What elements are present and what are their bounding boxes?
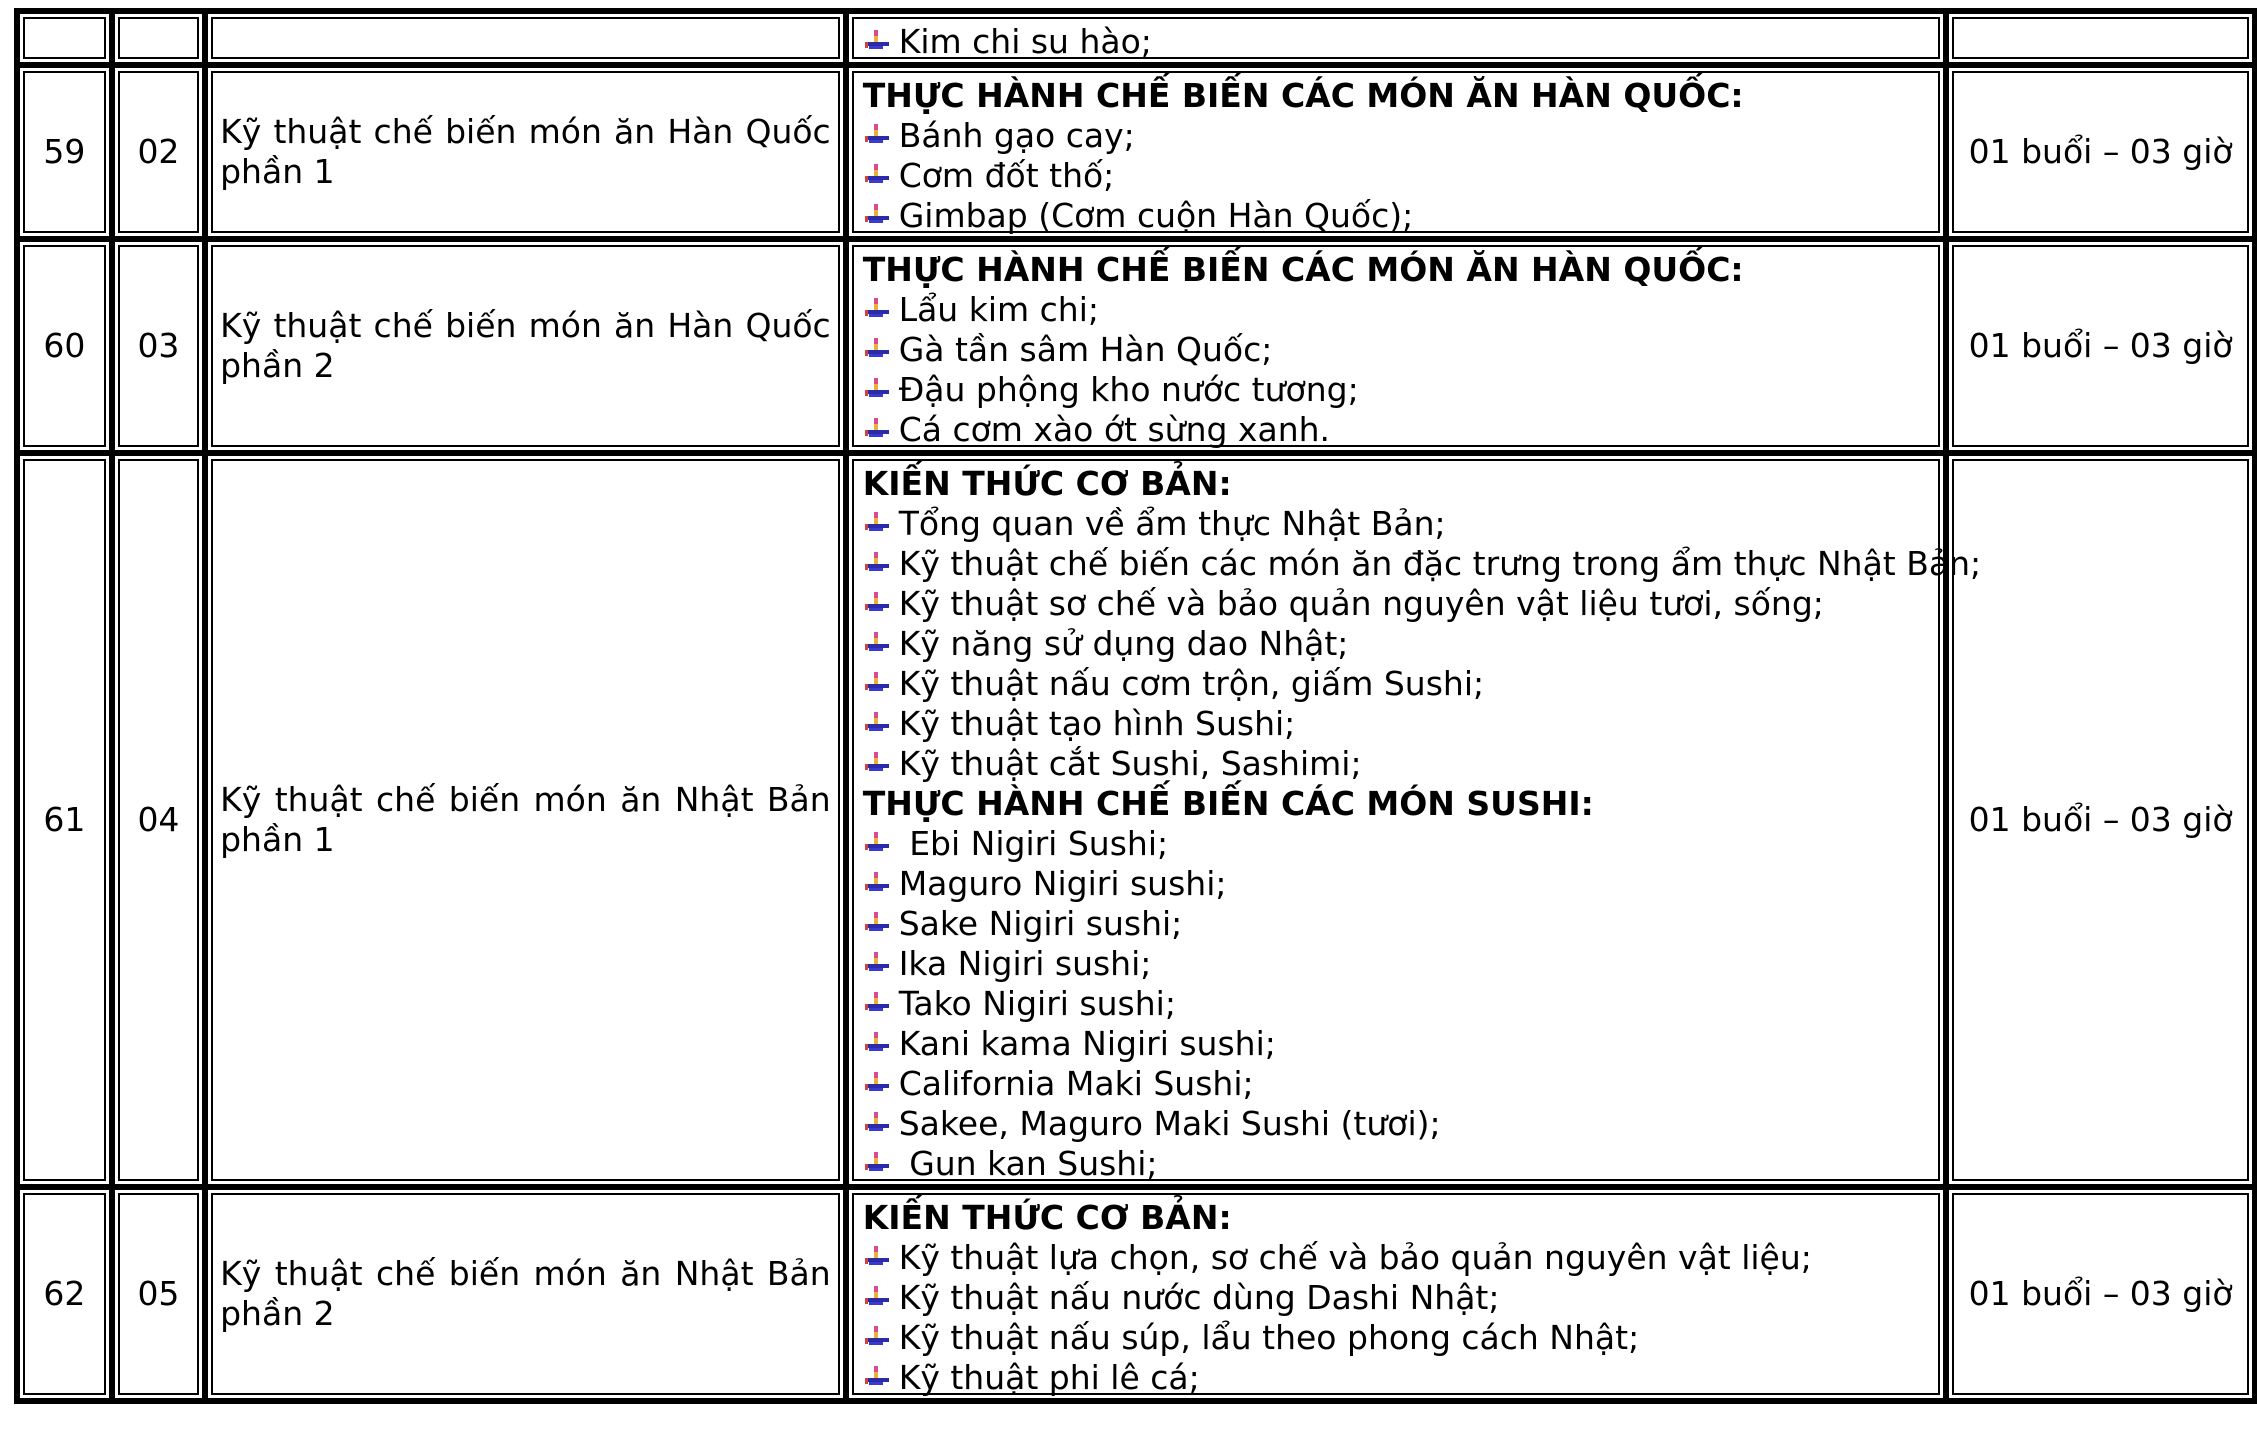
arrow-bullet-icon	[863, 824, 899, 864]
cell-lesson-title	[208, 456, 843, 1184]
arrow-bullet-icon	[863, 864, 899, 904]
list-item	[863, 116, 1934, 156]
lesson-title-text: Kỹ thuật chế biến món ăn Hàn Quốc phần 2	[220, 306, 831, 385]
list-item-text: Kỹ thuật phi lê cá;	[898, 1358, 1200, 1397]
list-item	[863, 1104, 1934, 1144]
list-item-text: Ika Nigiri sushi;	[898, 944, 1152, 983]
cell-order-number: 60	[20, 242, 109, 450]
cell-lesson-number: 02	[115, 68, 202, 236]
arrow-bullet-icon	[863, 904, 899, 944]
arrow-bullet-icon	[863, 22, 899, 62]
list-item-text: Kỹ năng sử dụng dao Nhật;	[898, 624, 1349, 663]
arrow-bullet-icon	[863, 744, 899, 784]
cell-order-number	[20, 14, 109, 62]
list-item-text: Kỹ thuật tạo hình Sushi;	[898, 704, 1296, 743]
arrow-bullet-icon	[863, 1064, 899, 1104]
list-item	[863, 1278, 1934, 1318]
arrow-bullet-icon	[863, 1238, 899, 1278]
list-item-text: Kỹ thuật lựa chọn, sơ chế và bảo quản nguyên vật liệu;	[898, 1238, 1812, 1277]
list-item	[863, 944, 1934, 984]
list-item	[863, 1358, 1934, 1398]
cell-duration: 01 buổi – 03 giờ	[1949, 242, 2252, 450]
list-item-text: Kỹ thuật nấu nước dùng Dashi Nhật;	[898, 1278, 1500, 1317]
lesson-title-text: Kỹ thuật chế biến món ăn Nhật Bản phần 2	[220, 1254, 831, 1333]
list-item-text: Tổng quan về ẩm thực Nhật Bản;	[898, 504, 1446, 543]
cell-lesson-number: 05	[115, 1190, 202, 1398]
table-row	[20, 1190, 2252, 1398]
table-row	[20, 68, 2252, 236]
lesson-title-text: Kỹ thuật chế biến món ăn Nhật Bản phần 1	[220, 780, 831, 859]
content-section-heading: KIẾN THỨC CƠ BẢN:	[862, 464, 1232, 503]
list-item-text: Kỹ thuật cắt Sushi, Sashimi;	[898, 744, 1362, 783]
cell-lesson-number: 04	[115, 456, 202, 1184]
curriculum-table	[14, 8, 2257, 1404]
list-item-text: Kim chi su hào;	[898, 22, 1152, 61]
arrow-bullet-icon	[863, 156, 899, 196]
cell-duration: 01 buổi – 03 giờ	[1949, 1190, 2252, 1398]
content-section-heading: THỰC HÀNH CHẾ BIẾN CÁC MÓN SUSHI:	[862, 784, 1594, 823]
list-item	[863, 704, 1934, 744]
arrow-bullet-icon	[863, 1024, 899, 1064]
list-item	[863, 984, 1934, 1024]
list-item	[863, 1238, 1934, 1278]
cell-lesson-number	[115, 14, 202, 62]
cell-lesson-number: 03	[115, 242, 202, 450]
list-item-text: Cơm đốt thố;	[898, 156, 1115, 195]
arrow-bullet-icon	[863, 664, 899, 704]
cell-order-number: 61	[20, 456, 109, 1184]
list-item	[863, 410, 1934, 450]
cell-duration	[1949, 14, 2252, 62]
list-item	[863, 864, 1934, 904]
list-item-text: Ebi Nigiri Sushi;	[898, 824, 1169, 863]
arrow-bullet-icon	[863, 704, 899, 744]
arrow-bullet-icon	[863, 544, 899, 584]
cell-lesson-content	[849, 456, 1982, 1184]
table-row	[20, 14, 2252, 62]
content-section-heading: KIẾN THỨC CƠ BẢN:	[862, 1198, 1232, 1237]
list-item-text: Bánh gạo cay;	[898, 116, 1135, 155]
arrow-bullet-icon	[863, 1104, 899, 1144]
list-item	[863, 22, 1934, 62]
list-item	[863, 1064, 1934, 1104]
list-item	[863, 290, 1934, 330]
list-item-text: Gà tần sâm Hàn Quốc;	[898, 330, 1273, 369]
cell-duration: 01 buổi – 03 giờ	[1949, 68, 2252, 236]
table-row	[20, 242, 2252, 450]
arrow-bullet-icon	[863, 984, 899, 1024]
list-item-text: Cá cơm xào ớt sừng xanh.	[898, 410, 1331, 449]
arrow-bullet-icon	[863, 116, 899, 156]
list-item-text: Sakee, Maguro Maki Sushi (tươi);	[898, 1104, 1441, 1143]
list-item-text: Kani kama Nigiri sushi;	[898, 1024, 1276, 1063]
list-item	[863, 330, 1934, 370]
list-item	[863, 744, 1934, 784]
arrow-bullet-icon	[863, 624, 899, 664]
arrow-bullet-icon	[863, 504, 899, 544]
arrow-bullet-icon	[863, 1144, 899, 1184]
list-item	[863, 1144, 1934, 1184]
arrow-bullet-icon	[863, 584, 899, 624]
list-item-text: Kỹ thuật chế biến các món ăn đặc trưng trong ẩm thực Nhật Bản;	[898, 544, 1982, 583]
list-item-text: Kỹ thuật nấu cơm trộn, giấm Sushi;	[898, 664, 1485, 703]
list-item	[863, 584, 1934, 624]
cell-lesson-title	[208, 242, 843, 450]
arrow-bullet-icon	[863, 1278, 899, 1318]
curriculum-table-body	[20, 14, 2252, 1398]
list-item-text: Lẩu kim chi;	[898, 290, 1099, 329]
arrow-bullet-icon	[863, 944, 899, 984]
list-item-text: Kỹ thuật nấu súp, lẩu theo phong cách Nhật;	[898, 1318, 1640, 1357]
cell-lesson-title	[208, 1190, 843, 1398]
arrow-bullet-icon	[863, 370, 899, 410]
list-item	[863, 1318, 1934, 1358]
list-item	[863, 664, 1934, 704]
cell-lesson-content	[849, 14, 1944, 62]
cell-order-number: 59	[20, 68, 109, 236]
list-item	[863, 196, 1934, 236]
cell-lesson-content	[849, 1190, 1944, 1398]
arrow-bullet-icon	[863, 1318, 899, 1358]
list-item-text: Tako Nigiri sushi;	[898, 984, 1176, 1023]
cell-lesson-title	[208, 14, 843, 62]
list-item-text: Kỹ thuật sơ chế và bảo quản nguyên vật liệu tươi, sống;	[898, 584, 1824, 623]
list-item	[863, 904, 1934, 944]
cell-lesson-content	[849, 242, 1944, 450]
list-item	[863, 370, 1934, 410]
cell-duration: 01 buổi – 03 giờ	[1949, 456, 2252, 1184]
list-item	[863, 156, 1934, 196]
list-item-text: Maguro Nigiri sushi;	[898, 864, 1227, 903]
cell-lesson-content	[849, 68, 1944, 236]
list-item	[863, 1024, 1934, 1064]
arrow-bullet-icon	[863, 196, 899, 236]
list-item-text: California Maki Sushi;	[898, 1064, 1254, 1103]
cell-lesson-title	[208, 68, 843, 236]
arrow-bullet-icon	[863, 330, 899, 370]
list-item	[863, 504, 1934, 544]
lesson-title-text: Kỹ thuật chế biến món ăn Hàn Quốc phần 1	[220, 112, 831, 191]
table-row	[20, 456, 2252, 1184]
list-item-text: Sake Nigiri sushi;	[898, 904, 1183, 943]
content-section-heading: THỰC HÀNH CHẾ BIẾN CÁC MÓN ĂN HÀN QUỐC:	[862, 250, 1744, 289]
list-item-text: Gun kan Sushi;	[898, 1144, 1158, 1183]
arrow-bullet-icon	[863, 290, 899, 330]
arrow-bullet-icon	[863, 1358, 899, 1398]
arrow-bullet-icon	[863, 410, 899, 450]
list-item-text: Gimbap (Cơm cuộn Hàn Quốc);	[898, 196, 1414, 235]
list-item	[863, 824, 1934, 864]
list-item	[863, 624, 1934, 664]
content-section-heading: THỰC HÀNH CHẾ BIẾN CÁC MÓN ĂN HÀN QUỐC:	[862, 76, 1744, 115]
list-item-text: Đậu phộng kho nước tương;	[898, 370, 1359, 409]
cell-order-number: 62	[20, 1190, 109, 1398]
list-item	[863, 544, 1982, 584]
